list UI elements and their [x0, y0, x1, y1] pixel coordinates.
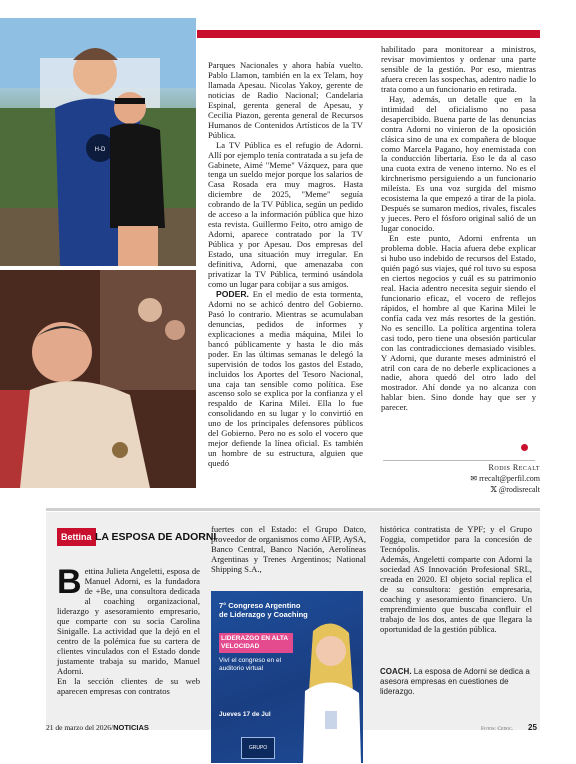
issue-date: 21 de marzo del 2026: [46, 723, 111, 732]
box-column-2: [211, 524, 366, 574]
author-email[interactable]: rrecalt@perfil.com: [479, 474, 540, 483]
box-tag: Bettina: [57, 528, 96, 546]
paragraph: Además, Angeletti comparte con Adorni la sociedad AS Innovación Profesional SRL, creada en 2020. El objeto social replica el de su consultora: gestión empresaria, coaching y asesoramiento financiero. Un emprendimiento que buscaba confluir el trabajo de los dos, antes de que llegara la oportunidad de la gestión pública.: [380, 554, 532, 634]
box-headline: LA ESPOSA DE ADORNI: [95, 531, 217, 543]
paragraph: habilitado para monitorear a ministros, revisar movimientos y ordenar una parte sensible de la gestión. Por eso, mientras afuera crecen las sospechas, adentro nadie lo trata como a un funcionario en retirada.: [381, 44, 536, 94]
paragraph: Hay, además, un detalle que en la intimidad del oficialismo no pasa desapercibido. Buena parte de las denuncias contra Adorni no vinieron de la oposición clásica sino de una ex compañera de bloque como Marcela Pagano, hoy enemistada con la conducción libertaria. Eso le da al caso una cuota extra de veneno interno. No es el kirchnerismo persiguiendo a un funcionario mileísta. Es una voz surgida del mismo ecosistema la que empezó a tirar de la piola. Después se sumaron medios, rivales, fiscales y jueces. Pero el fósforo original salió de un lugar conocido.: [381, 93, 536, 234]
paragraph: histórica contratista de YPF; y el Grupo Foggia, competidor para la concesión de Tecnópolis.: [380, 524, 532, 554]
caption-text: La esposa de Adorni se dedica a asesora empresas en cuestiones de liderazgo.: [380, 667, 530, 696]
author-name: Rodis Recalt: [488, 463, 540, 472]
paragraph: En la sección clientes de su web aparecen empresas con contratos: [57, 676, 200, 696]
caption-label: COACH.: [380, 667, 412, 676]
drop-cap: B: [57, 563, 82, 601]
twitter-icon: 𝕏: [490, 485, 499, 494]
article-column-3: [381, 45, 536, 413]
couple-photo: [0, 18, 196, 266]
photo-caption: [380, 667, 530, 697]
banner-subtitle: LIDERAZGO EN ALTA VELOCIDAD: [219, 633, 293, 653]
banner-text: Viví el congreso en el auditorio virtual: [219, 657, 282, 672]
paragraph: La TV Pública es el refugio de Adorni. Allí por ejemplo tenía contratada a su jefa de Gabinete, Aimé "Meme" Vázquez, para que tenga un sueldo mejor porque los salarios de Casa Rosada era muy magros. Hasta diciembre de 2025, "Meme" seguía cobrando de la TV Pública, según un pedido de acceso a la información pública que hizo esta revista. Guillermo Feito, otro amigo de Adorni, aparece contratado por la TV Pública y por Apesau. Dos empresas del Estado, una situación muy irregular. En definitiva, Adorni, que amenazaba con privatizar la TV Pública, terminó usándola como un lugar para cobijar a sus amigos.: [208, 139, 363, 289]
paragraph: En este punto, Adorni enfrenta un problema doble. Hacia afuera debe explicar si hubo uso indebido de recursos del Estado, quién pagó sus viajes, qué rol tuvo su esposa en ciertos negocios y cuál es su patrimonio real. Hacia adentro necesita seguir siendo el funcionario eficaz, el vocero de reflejos rápidos, el hombre al que Karina Milei le confía cada vez más resortes de la gestión. No es sencillo. La política argentina tolera casi todo, pero tiene una obsesión particular con las contradicciones demasiado visibles. Y Adorni, que durante meses administró el atril con cara de no deberle explicaciones a nadie, ahora quedó del otro lado del mostrador. Ahí donde ya no alcanza con hablar bien. Sino donde hay que ser y parecer.: [381, 233, 536, 413]
svg-text:H-D: H-D: [94, 147, 106, 153]
banner-logo: GRUPO: [241, 737, 275, 759]
magazine-name: NOTICIAS: [113, 723, 149, 732]
box-top-rule: [46, 508, 540, 511]
paragraph: En el medio de esta tormenta, Adorni no se achicó dentro del Gobierno. Pasó lo contrario. Mientras se acumulaban denuncias, pedidos de informes y explicaciones a media máquina, Milei lo bancó públicamente y hasta le dio más poder. En las últimas semanas le delegó la supervisión de todos los gastos del Estado, incluidos los Aportes del Tesoro Nacional, una caja tan sensible como política. Ese ascenso solo se explica por la confianza y el respaldo de Karina Milei. Ella lo fue consolidando en su lugar y lo convirtió en uno de los principales defensores públicos del Gobierno. Pero no es solo el vocero que mejor defiende la línea oficial. Es también un hombre de su estructura, alguien que quedó: [208, 288, 363, 469]
paragraph: Parques Nacionales y ahora había vuelto. Pablo Llamon, también en la ex Telam, hoy llamada Apesau. Nicolas Yakoy, gerente de noticias de Radio Nacional; Candelaria Espinal, gerenta general de Apesau, y Cecilia Piazon, gerenta general de Recursos Humanos de Contenidos Artísticos de la TV Pública.: [208, 60, 363, 140]
box-column-1: [57, 563, 200, 696]
paragraph: fuertes con el Estado: el Grupo Datco, proveedor de organismos como AFIP, AySA, Banco Central, Banco Nación, Aerolíneas Argentinas y Trenes Argentinos; National Shipping S.A.,: [211, 524, 366, 574]
author-signature: [380, 462, 540, 495]
box-column-3: [380, 524, 532, 634]
accent-bar: [197, 30, 540, 38]
adorni-photo: [0, 270, 196, 488]
photo-credit: Fotos: Cedoc.: [481, 726, 514, 732]
article-column-2: [208, 61, 363, 469]
page-number: 25: [528, 723, 537, 732]
banner-title: 7° Congreso Argentino de Liderazgo y Coaching: [219, 601, 308, 619]
section-label-poder: PODER.: [216, 288, 249, 299]
author-twitter[interactable]: @rodisrecalt: [498, 485, 540, 494]
paragraph: ettina Julieta Angeletti, esposa de Manuel Adorni, es la fundadora de +Be, una consultora dedicada al coaching organizacional, liderazgo y asesoramiento empresario, que comparte con su socia Carolina Sinigalle. La actividad que la dejó en el centro de la polémica fue su cartera de clientes vinculados con el Estado donde justamente trabaja su marido, Manuel Adorni.: [57, 566, 200, 676]
end-mark: [521, 444, 528, 451]
banner-woman-figure: [299, 621, 363, 763]
banner-date: Jueves 17 de Jul: [219, 711, 271, 718]
signature-rule: [383, 460, 535, 461]
box-header: [57, 528, 217, 546]
footer-left: 21 de marzo del 2026/NOTICIAS: [46, 723, 149, 732]
congress-banner-photo: [211, 591, 363, 763]
mail-icon: ✉: [470, 474, 480, 483]
